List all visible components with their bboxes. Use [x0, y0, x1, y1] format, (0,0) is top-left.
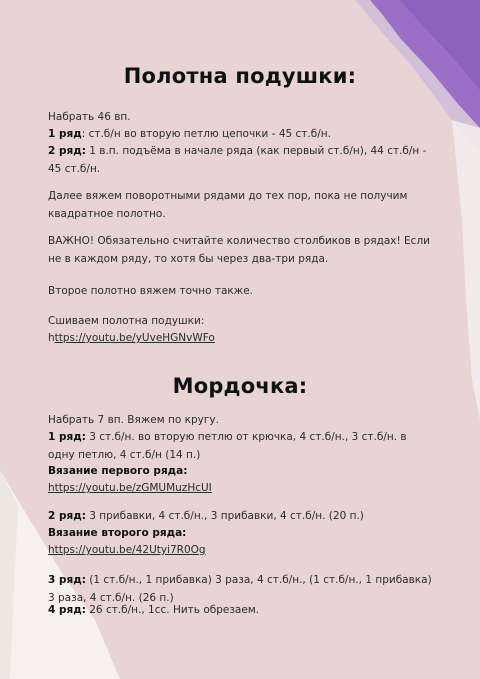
row-2-line: 2 ряд: 1 в.п. подъёма в начале ряда (как первый ст.б/н), 44 ст.б/н - 45 ст.б/н. — [48, 145, 427, 175]
paragraph-second-panel: Второе полотно вяжем точно также. — [48, 285, 254, 297]
section-title-muzzle: Мордочка: — [172, 374, 308, 398]
sew-label: Сшиваем полотна подушки: — [48, 315, 205, 327]
section-title-pillow-panels: Полотна подушки: — [123, 64, 357, 88]
muzzle-row-2-line: 2 ряд: 3 прибавки, 4 ст.б/н., 3 прибавки, 4 ст.б/н. (20 п.) — [48, 510, 364, 522]
muzzle-cast-on-line: Набрать 7 вп. Вяжем по кругу. — [48, 414, 219, 426]
video-1-link[interactable]: https://youtu.be/zGMUMuzHcUI — [48, 482, 212, 494]
muzzle-row-3-line: 3 ряд: (1 ст.б/н., 1 прибавка) 3 раза, 4 ст.б/н., (1 ст.б/н., 1 прибавка) 3 раза, 4 ст.б/н. (26 п.) — [48, 574, 432, 604]
paragraph-rows: Далее вяжем поворотными рядами до тех пор, пока не получим квадратное полотно. — [48, 190, 408, 220]
video-2-label: Вязание второго ряда: — [48, 527, 187, 539]
row-1-line: 1 ряд: ст.б/н во вторую петлю цепочки - 45 ст.б/н. — [48, 128, 331, 140]
video-1-link-line — [48, 480, 432, 498]
muzzle-row-4-line: 4 ряд: 26 ст.б/н., 1сс. Нить обрезаем. — [48, 604, 260, 616]
video-2-link-line — [48, 542, 432, 560]
sew-video-link[interactable]: ttps://youtu.be/yUveHGNvWFo — [54, 332, 215, 344]
muzzle-row-1-line: 1 ряд: 3 ст.б/н. во вторую петлю от крючка, 4 ст.б/н., 3 ст.б/н. в одну петлю, 4 ст.б/н (14 п.) — [48, 431, 407, 461]
video-2-link[interactable]: https://youtu.be/42Utyi7R0Og — [48, 544, 206, 556]
sew-link-line: https://youtu.be/yUveHGNvWFo — [48, 332, 215, 344]
paragraph-important: ВАЖНО! Обязательно считайте количество столбиков в рядах! Если не в каждом ряду, то хотя бы через два-три ряда. — [48, 235, 430, 265]
video-1-label: Вязание первого ряда: — [48, 465, 188, 477]
cast-on-line: Набрать 46 вп. — [48, 111, 131, 123]
